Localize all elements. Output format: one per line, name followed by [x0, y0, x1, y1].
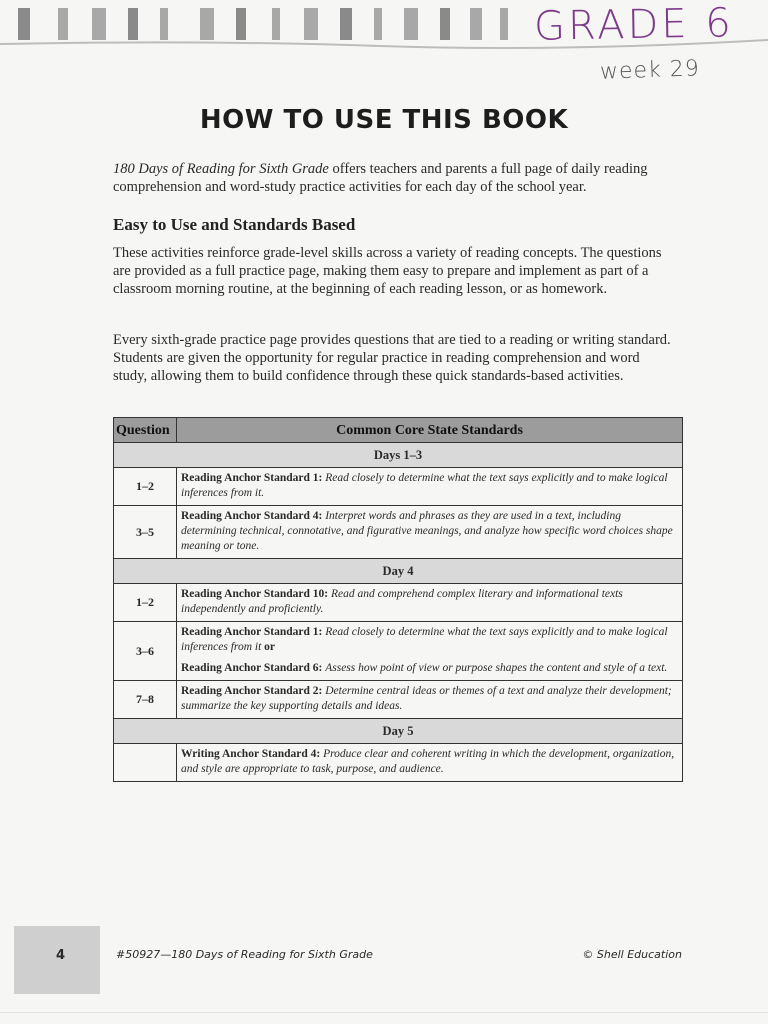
standard-name: Reading Anchor Standard 1:	[181, 472, 323, 484]
banner-stripe	[236, 8, 246, 40]
banner-stripe	[272, 8, 280, 40]
standard-description: Interpret words and phrases as they are used in a text, including determining technical, connotative, and figurative meanings, and analyze how specific word choices shape meaning or tone.	[181, 510, 673, 552]
question-column-header: Question	[114, 418, 177, 443]
book-title: 180 Days of Reading for Sixth Grade	[113, 161, 329, 177]
question-range: 1–2	[114, 468, 177, 506]
page-title: HOW TO USE THIS BOOK	[199, 105, 569, 135]
banner-stripe	[500, 8, 508, 40]
body-paragraph-2: Every sixth-grade practice page provides questions that are tied to a reading or writing standard. Students are given the opportunity for regular practice in reading comprehension and word study, allowing them to build confidence through these quick standards-based activities.	[113, 332, 671, 384]
day-group-row	[114, 443, 683, 468]
day-group-row	[114, 719, 683, 744]
handwritten-week-note: week 29	[599, 56, 701, 85]
handwritten-grade-note: GRADE 6	[533, 0, 735, 50]
standard-description: Assess how point of view or purpose shapes the content and style of a text.	[325, 662, 668, 674]
standard-cell	[177, 468, 683, 506]
standard-description: Produce clear and coherent writing in which the development, organization, and style are appropriate to task, purpose, and audience.	[181, 748, 675, 775]
standard-entry	[181, 747, 678, 777]
standard-name: Reading Anchor Standard 2:	[181, 685, 323, 697]
banner-stripe	[18, 8, 30, 40]
banner-stripe	[440, 8, 450, 40]
banner-stripe	[92, 8, 106, 40]
table-row	[114, 584, 683, 622]
standard-cell	[177, 584, 683, 622]
day-label: Days 1–3	[114, 443, 683, 468]
banner-stripe	[160, 8, 168, 40]
day-group-row	[114, 559, 683, 584]
intro-text: offers teachers and parents a full page of daily reading comprehension and word-study practice activities for each day of the school year.	[113, 161, 648, 195]
standard-cell	[177, 681, 683, 719]
question-range: 7–8	[114, 681, 177, 719]
table-row	[114, 468, 683, 506]
standard-name: Reading Anchor Standard 4:	[181, 510, 323, 522]
table-header-row	[114, 418, 683, 443]
standard-entry	[181, 625, 678, 655]
standard-description: Determine central ideas or themes of a text and analyze their development; summarize the key supporting details and ideas.	[181, 685, 672, 712]
banner-stripe	[128, 8, 138, 40]
page-number: 4	[56, 948, 66, 963]
section-heading: Easy to Use and Standards Based	[113, 215, 356, 234]
standard-description: Read and comprehend complex literary and informational texts independently and proficiently.	[181, 588, 623, 615]
standard-cell	[177, 506, 683, 559]
table-row	[114, 681, 683, 719]
banner-stripes	[18, 8, 508, 40]
banner-stripe	[340, 8, 352, 40]
day-label: Day 5	[114, 719, 683, 744]
standards-column-header: Common Core State Standards	[177, 418, 683, 443]
standard-name: Reading Anchor Standard 6:	[181, 662, 323, 674]
banner-stripe	[58, 8, 68, 40]
page-edge-line	[0, 1012, 768, 1013]
question-range	[114, 744, 177, 782]
standard-entry	[181, 509, 678, 554]
standard-name: Reading Anchor Standard 1:	[181, 626, 323, 638]
banner-stripe	[470, 8, 482, 40]
body-paragraph-1: These activities reinforce grade-level skills across a variety of reading concepts. The questions are provided as a full practice page, making them easy to prepare and implement as part of a classroom morning routine, at the beginning of each reading lesson, or as homework.	[113, 245, 662, 297]
or-connector: or	[264, 641, 276, 653]
standards-table	[113, 417, 683, 782]
footer-book-reference: #50927—180 Days of Reading for Sixth Grade	[116, 948, 373, 961]
standard-entry	[181, 661, 678, 676]
standard-entry	[181, 471, 678, 501]
table-row	[114, 506, 683, 559]
standard-name: Reading Anchor Standard 10:	[181, 588, 329, 600]
standard-cell	[177, 744, 683, 782]
footer-copyright: © Shell Education	[582, 948, 682, 961]
question-range: 1–2	[114, 584, 177, 622]
standard-cell	[177, 622, 683, 681]
table-row	[114, 622, 683, 681]
banner-stripe	[404, 8, 418, 40]
question-range: 3–6	[114, 622, 177, 681]
standard-name: Writing Anchor Standard 4:	[181, 748, 321, 760]
standard-entry	[181, 587, 678, 617]
table-body	[114, 443, 683, 782]
standard-description: Read closely to determine what the text says explicitly and to make logical inferences from it	[181, 626, 668, 653]
question-range: 3–5	[114, 506, 177, 559]
intro-paragraph	[113, 160, 673, 196]
standard-entry	[181, 684, 678, 714]
banner-stripe	[304, 8, 318, 40]
banner-stripe	[200, 8, 214, 40]
table-row	[114, 744, 683, 782]
banner-stripe	[374, 8, 382, 40]
day-label: Day 4	[114, 559, 683, 584]
standard-description: Read closely to determine what the text says explicitly and to make logical inferences from it.	[181, 472, 668, 499]
